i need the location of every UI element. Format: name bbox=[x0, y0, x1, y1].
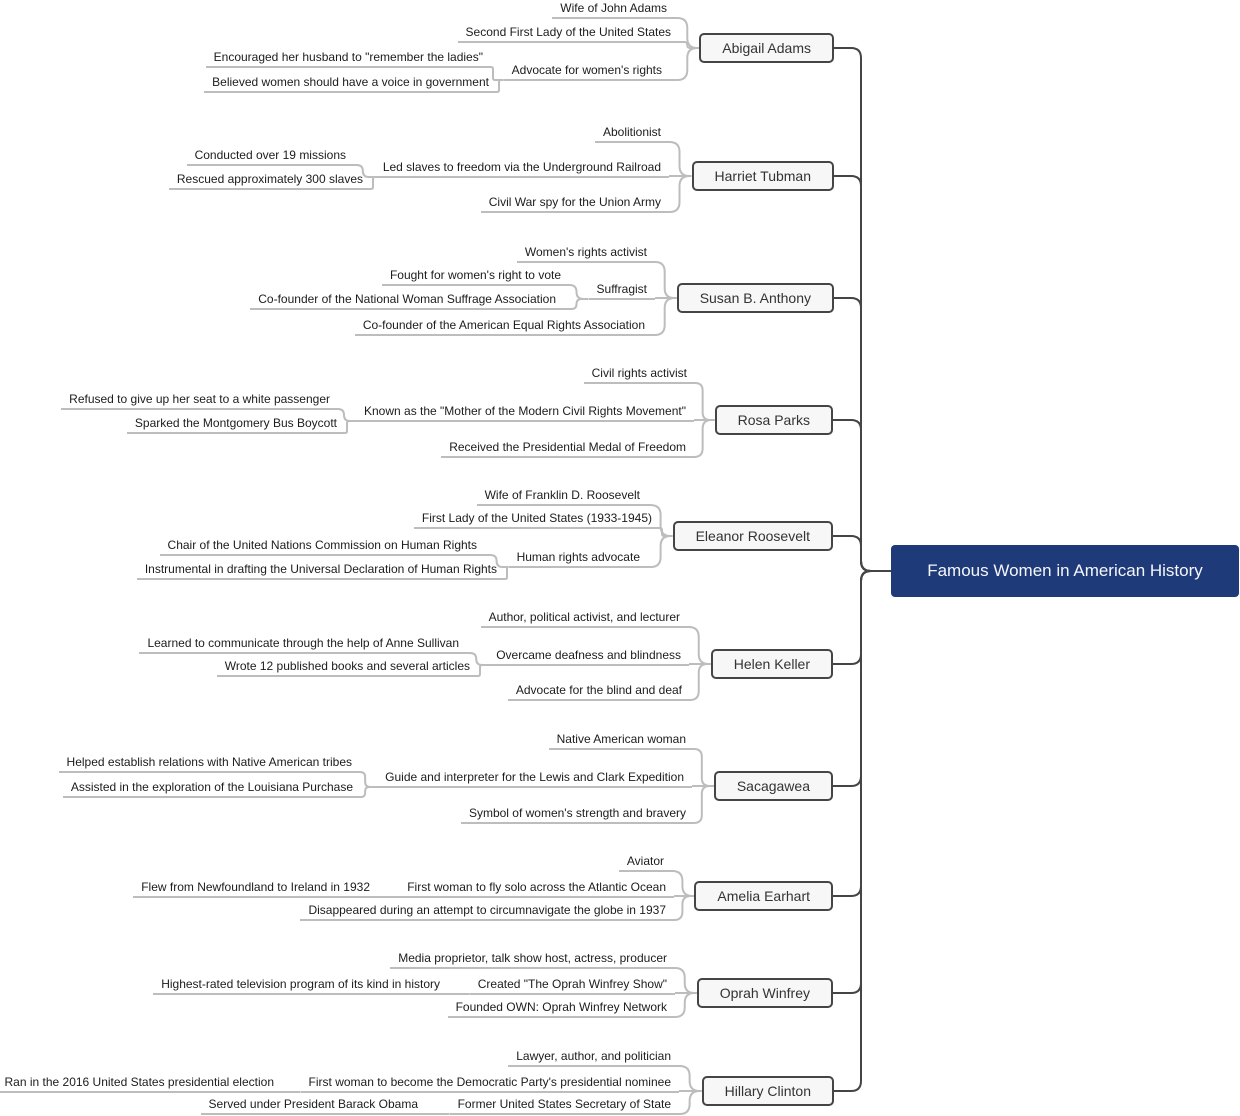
fact-node[interactable]: Lawyer, author, and politician bbox=[508, 1049, 679, 1067]
fact-node[interactable]: First woman to become the Democratic Party's presidential nominee bbox=[301, 1075, 679, 1093]
fact-node[interactable]: Wife of John Adams bbox=[552, 1, 675, 19]
fact-node[interactable]: Aviator bbox=[619, 854, 672, 872]
fact-node[interactable]: Known as the "Mother of the Modern Civil Rights Movement" bbox=[356, 404, 694, 422]
fact-node[interactable]: First woman to fly solo across the Atlantic Ocean bbox=[399, 880, 674, 898]
person-node-harriet-tubman[interactable]: Harriet Tubman bbox=[692, 161, 834, 191]
fact-node[interactable]: Wife of Franklin D. Roosevelt bbox=[477, 488, 648, 506]
subfact-node[interactable]: Believed women should have a voice in government bbox=[204, 75, 497, 93]
fact-node[interactable]: Received the Presidential Medal of Freedom bbox=[441, 440, 694, 458]
person-node-rosa-parks[interactable]: Rosa Parks bbox=[715, 405, 833, 435]
fact-node[interactable]: Second First Lady of the United States bbox=[458, 25, 679, 43]
subfact-node[interactable]: Conducted over 19 missions bbox=[187, 148, 354, 166]
subfact-node[interactable]: Instrumental in drafting the Universal Declaration of Human Rights bbox=[137, 562, 505, 580]
fact-node[interactable]: First Lady of the United States (1933-1945) bbox=[414, 511, 660, 529]
fact-node[interactable]: Symbol of women's strength and bravery bbox=[461, 806, 694, 824]
fact-node[interactable]: Suffragist bbox=[589, 282, 655, 300]
subfact-node[interactable]: Ran in the 2016 United States presidential election bbox=[0, 1075, 282, 1093]
fact-node[interactable]: Guide and interpreter for the Lewis and Clark Expedition bbox=[377, 770, 692, 788]
person-node-susan-b-anthony[interactable]: Susan B. Anthony bbox=[677, 283, 834, 313]
fact-node[interactable]: Led slaves to freedom via the Underground Railroad bbox=[375, 160, 669, 178]
fact-node[interactable]: Overcame deafness and blindness bbox=[488, 648, 689, 666]
subfact-node[interactable]: Chair of the United Nations Commission on Human Rights bbox=[160, 538, 485, 556]
person-node-amelia-earhart[interactable]: Amelia Earhart bbox=[694, 881, 833, 911]
subfact-node[interactable]: Fought for women's right to vote bbox=[382, 268, 569, 286]
fact-node[interactable]: Advocate for women's rights bbox=[504, 63, 670, 81]
subfact-node[interactable]: Helped establish relations with Native American tribes bbox=[59, 755, 360, 773]
fact-node[interactable]: Disappeared during an attempt to circumnavigate the globe in 1937 bbox=[300, 903, 674, 921]
subfact-node[interactable]: Served under President Barack Obama bbox=[201, 1097, 426, 1115]
subfact-node[interactable]: Encouraged her husband to "remember the ladies" bbox=[206, 50, 491, 68]
person-node-oprah-winfrey[interactable]: Oprah Winfrey bbox=[697, 978, 833, 1008]
subfact-node[interactable]: Sparked the Montgomery Bus Boycott bbox=[127, 416, 345, 434]
person-node-hillary-clinton[interactable]: Hillary Clinton bbox=[702, 1076, 834, 1106]
fact-node[interactable]: Media proprietor, talk show host, actress, producer bbox=[390, 951, 675, 969]
root-node-famous-women[interactable]: Famous Women in American History bbox=[891, 545, 1239, 597]
person-node-helen-keller[interactable]: Helen Keller bbox=[711, 649, 833, 679]
fact-node[interactable]: Native American woman bbox=[549, 732, 694, 750]
fact-node[interactable]: Co-founder of the American Equal Rights Association bbox=[355, 318, 653, 336]
subfact-node[interactable]: Rescued approximately 300 slaves bbox=[169, 172, 371, 190]
person-node-sacagawea[interactable]: Sacagawea bbox=[714, 771, 833, 801]
subfact-node[interactable]: Assisted in the exploration of the Louisiana Purchase bbox=[63, 780, 361, 798]
fact-node[interactable]: Author, political activist, and lecturer bbox=[481, 610, 688, 628]
subfact-node[interactable]: Wrote 12 published books and several articles bbox=[217, 659, 478, 677]
fact-node[interactable]: Advocate for the blind and deaf bbox=[508, 683, 690, 701]
fact-node[interactable]: Founded OWN: Oprah Winfrey Network bbox=[448, 1000, 675, 1018]
fact-node[interactable]: Civil rights activist bbox=[584, 366, 695, 384]
subfact-node[interactable]: Highest-rated television program of its kind in history bbox=[153, 977, 448, 995]
fact-node[interactable]: Civil War spy for the Union Army bbox=[481, 195, 669, 213]
subfact-node[interactable]: Flew from Newfoundland to Ireland in 1932 bbox=[133, 880, 378, 898]
fact-node[interactable]: Abolitionist bbox=[595, 125, 669, 143]
subfact-node[interactable]: Learned to communicate through the help of Anne Sullivan bbox=[139, 636, 467, 654]
subfact-node[interactable]: Refused to give up her seat to a white passenger bbox=[61, 392, 338, 410]
fact-node[interactable]: Created "The Oprah Winfrey Show" bbox=[470, 977, 675, 995]
fact-node[interactable]: Former United States Secretary of State bbox=[450, 1097, 679, 1115]
person-node-abigail-adams[interactable]: Abigail Adams bbox=[699, 33, 834, 63]
fact-node[interactable]: Women's rights activist bbox=[517, 245, 655, 263]
person-node-eleanor-roosevelt[interactable]: Eleanor Roosevelt bbox=[673, 521, 833, 551]
subfact-node[interactable]: Co-founder of the National Woman Suffrage Association bbox=[250, 292, 564, 310]
fact-node[interactable]: Human rights advocate bbox=[509, 550, 648, 568]
